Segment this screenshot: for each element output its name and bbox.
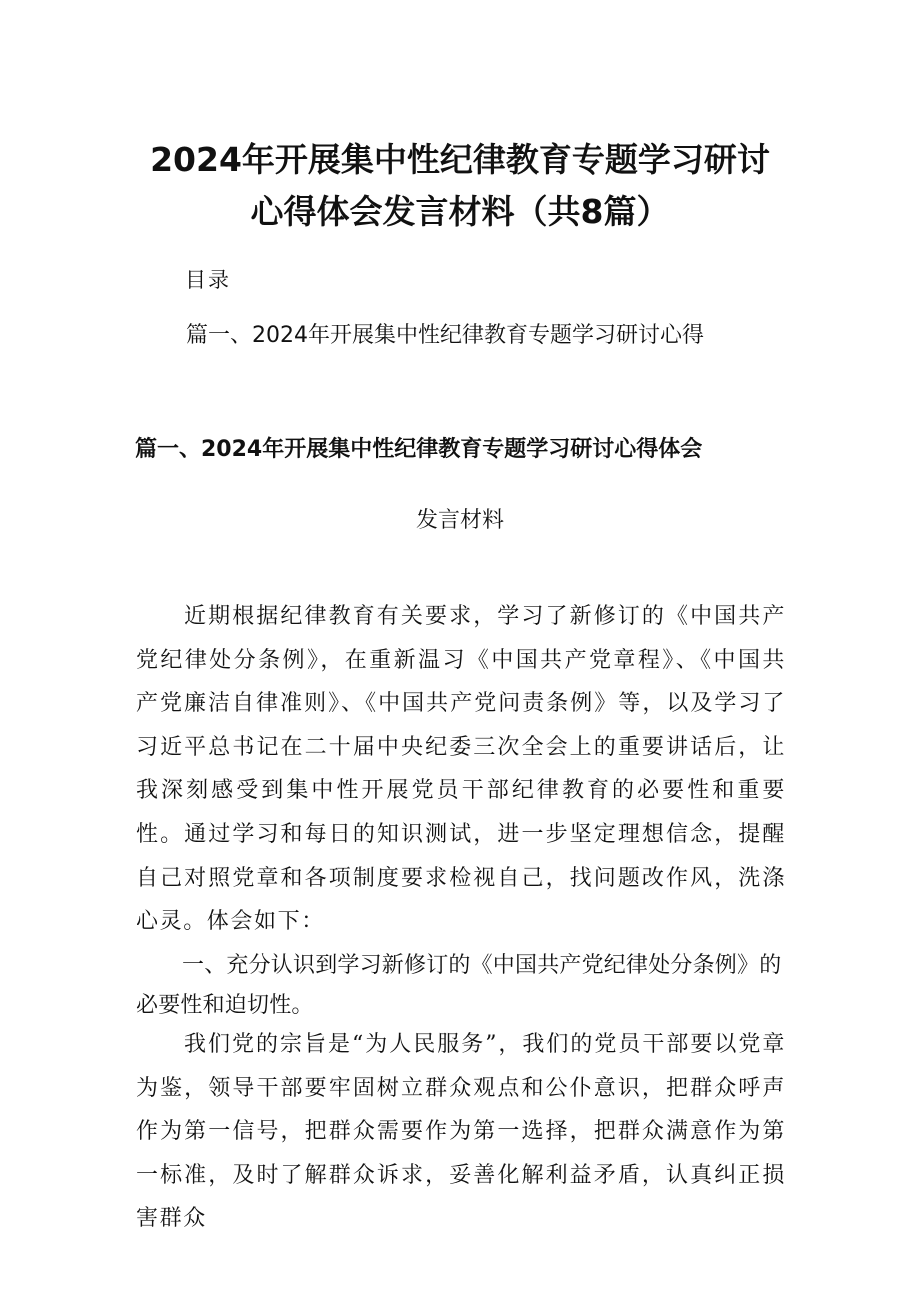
subheading-1: 一、充分认识到学习新修订的《中国共产党纪律处分条例》的必要性和迫切性。	[136, 953, 782, 1018]
section-title-line1: 篇一、2024年开展集中性纪律教育专题学习研讨心得体会	[135, 437, 703, 462]
document-title-line2	[100, 186, 820, 238]
document-title-line1: 2024年开展集中性纪律教育专题学习研讨	[150, 140, 770, 179]
document-title-line2-text: 心得体会发言材料（共8篇）	[250, 192, 670, 231]
body-paragraph-1: 近期根据纪律教育有关要求，学习了新修订的《中国共产党纪律处分条例》，在重新温习《中国共产党章程》、《中国共产党廉洁自律准则》、《中国共产党问责条例》等，以及学习了习近平总书记在二十届中央纪委三次全会上的重要讲话后，让我深刻感受到集中性开展党员干部纪律教育的必要性和重要性。通过学习和每日的知识测试，进一步坚定理想信念，提醒自己对照党章和各项制度要求检视自己，找问题改作风，洗涤心灵。体会如下：	[136, 604, 786, 935]
toc-label: 目录	[185, 268, 231, 292]
section-title-line2: 发言材料	[415, 508, 504, 533]
toc-item[interactable]: 篇一、2024年开展集中性纪律教育专题学习研讨心得	[186, 323, 704, 348]
body-paragraph-2: 我们党的宗旨是“为人民服务”，我们的党员干部要以党章为鉴，领导干部要牢固树立群众观点和公仆意识，把群众呼声作为第一信号，把群众需要作为第一选择，把群众满意作为第一标准，及时了解群众诉求，妥善化解利益矛盾，认真纠正损害群众	[136, 1032, 786, 1232]
